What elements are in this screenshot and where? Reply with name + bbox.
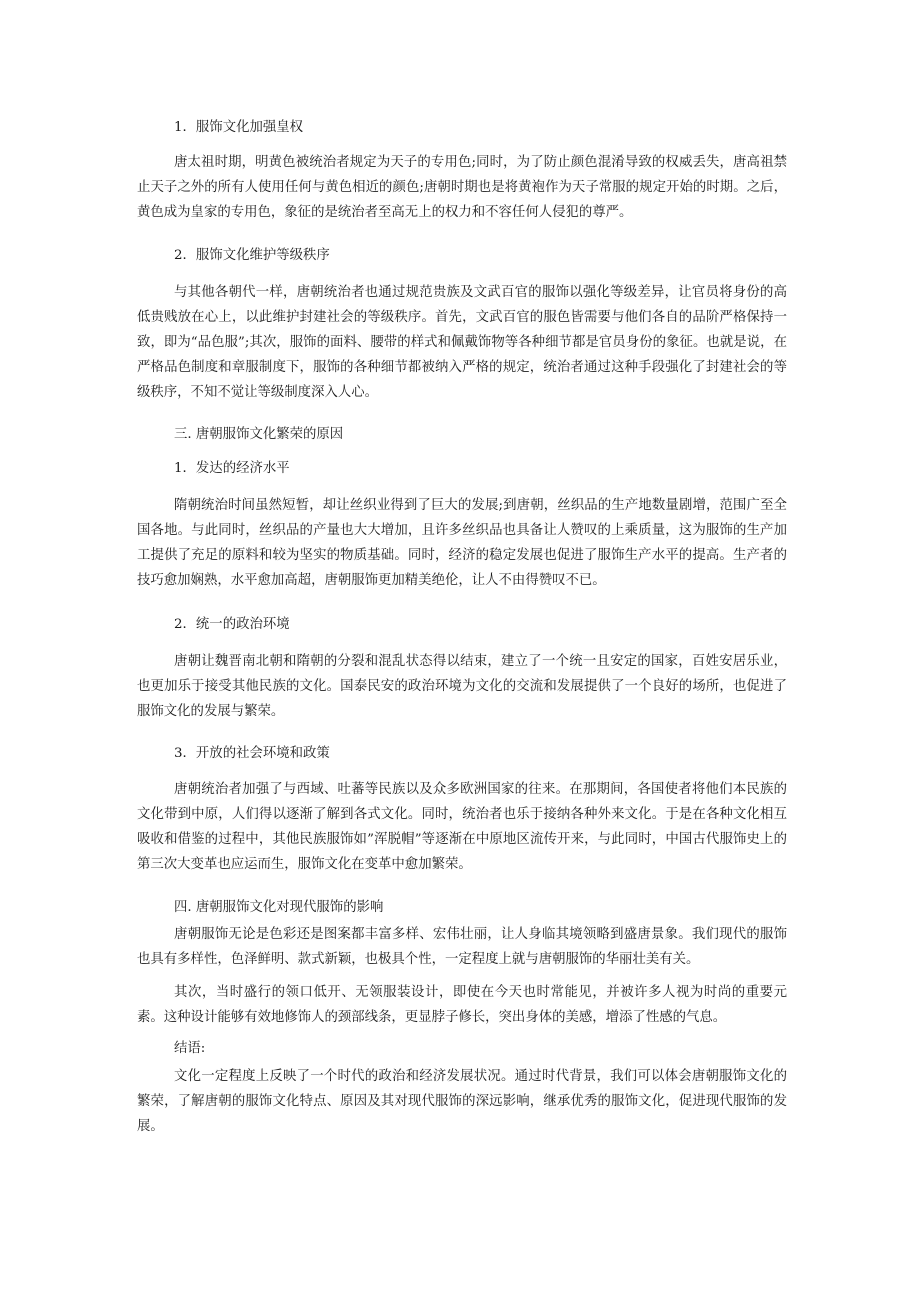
paragraph-1: 唐太祖时期，明黄色被统治者规定为天子的专用色;同时，为了防止颜色混淆导致的权威丢失，唐高祖禁止天子之外的所有人使用任何与黄色相近的颜色;唐朝时期也是将黄袍作为天子常服的规定开始的时期。之后，黄色成为皇家的专用色，象征的是统治者至高无上的权力和不容任何人侵犯的尊严。 bbox=[137, 155, 787, 220]
heading-1: 1．服饰文化加强皇权 bbox=[174, 120, 304, 135]
heading-3: 三. 唐朝服饰文化繁荣的原因 bbox=[174, 427, 344, 442]
paragraph-2: 与其他各朝代一样，唐朝统治者也通过规范贵族及文武百官的服饰以强化等级差异，让官员将身份的高低贵贱放在心上，以此维护封建社会的等级秩序。首先，文武百官的服色皆需要与他们各自的品阶严格保持一致，即为“品色服”;其次，服饰的面料、腰带的样式和佩戴饰物等各种细节都是官员身份的象征。也就是说，在严格品色制度和章服制度下，服饰的各种细节都被纳入严格的规定，统治者通过这种手段强化了封建社会的等级秩序，不知不觉让等级制度深入人心。 bbox=[137, 285, 787, 400]
paragraph-6: 唐朝服饰无论是色彩还是图案都丰富多样、宏伟壮丽，让人身临其境领略到盛唐景象。我们现代的服饰也具有多样性，色泽鲜明、款式新颖，也极具个性，一定程度上就与唐朝服饰的华丽壮美有关。 bbox=[137, 927, 787, 967]
heading-2: 2．服饰文化维护等级秩序 bbox=[174, 248, 330, 263]
heading-8: 结语: bbox=[174, 1041, 206, 1056]
paragraph-4: 唐朝让魏晋南北朝和隋朝的分裂和混乱状态得以结束，建立了一个统一且安定的国家，百姓安居乐业，也更加乐于接受其他民族的文化。国泰民安的政治环境为文化的交流和发展提供了一个良好的场所，也促进了服饰文化的发展与繁荣。 bbox=[137, 654, 787, 719]
heading-7: 四. 唐朝服饰文化对现代服饰的影响 bbox=[174, 900, 384, 915]
paragraph-7: 其次，当时盛行的领口低开、无领服装设计，即使在今天也时常能见，并被许多人视为时尚的重要元素。这种设计能够有效地修饰人的颈部线条，更显脖子修长，突出身体的美感，增添了性感的气息。 bbox=[137, 985, 787, 1025]
paragraph-3: 隋朝统治时间虽然短暂，却让丝织业得到了巨大的发展;到唐朝，丝织品的生产地数量剧增，范围广至全国各地。与此同时，丝织品的产量也大大增加，且许多丝织品也具备让人赞叹的上乘质量，这为服饰的生产加工提供了充足的原料和较为坚实的物质基础。同时，经济的稳定发展也促进了服饰生产水平的提高。生产者的技巧愈加娴熟，水平愈加高超，唐朝服饰更加精美绝伦，让人不由得赞叹不已。 bbox=[137, 498, 787, 588]
heading-6: 3．开放的社会环境和政策 bbox=[174, 746, 330, 761]
heading-4: 1．发达的经济水平 bbox=[174, 461, 290, 476]
paragraph-8: 文化一定程度上反映了一个时代的政治和经济发展状况。通过时代背景，我们可以体会唐朝服饰文化的繁荣，了解唐朝的服饰文化特点、原因及其对现代服饰的深远影响，继承优秀的服饰文化，促进现代服饰的发展。 bbox=[137, 1069, 787, 1134]
heading-5: 2．统一的政治环境 bbox=[174, 617, 290, 632]
paragraph-5: 唐朝统治者加强了与西域、吐蕃等民族以及众多欧洲国家的往来。在那期间，各国使者将他们本民族的文化带到中原，人们得以逐渐了解到各式文化。同时，统治者也乐于接纳各种外来文化。于是在各种文化相互吸收和借鉴的过程中，其他民族服饰如”浑脱帽”等逐渐在中原地区流传开来，与此同时，中国古代服饰史上的第三次大变革也应运而生，服饰文化在变革中愈加繁荣。 bbox=[137, 782, 787, 872]
